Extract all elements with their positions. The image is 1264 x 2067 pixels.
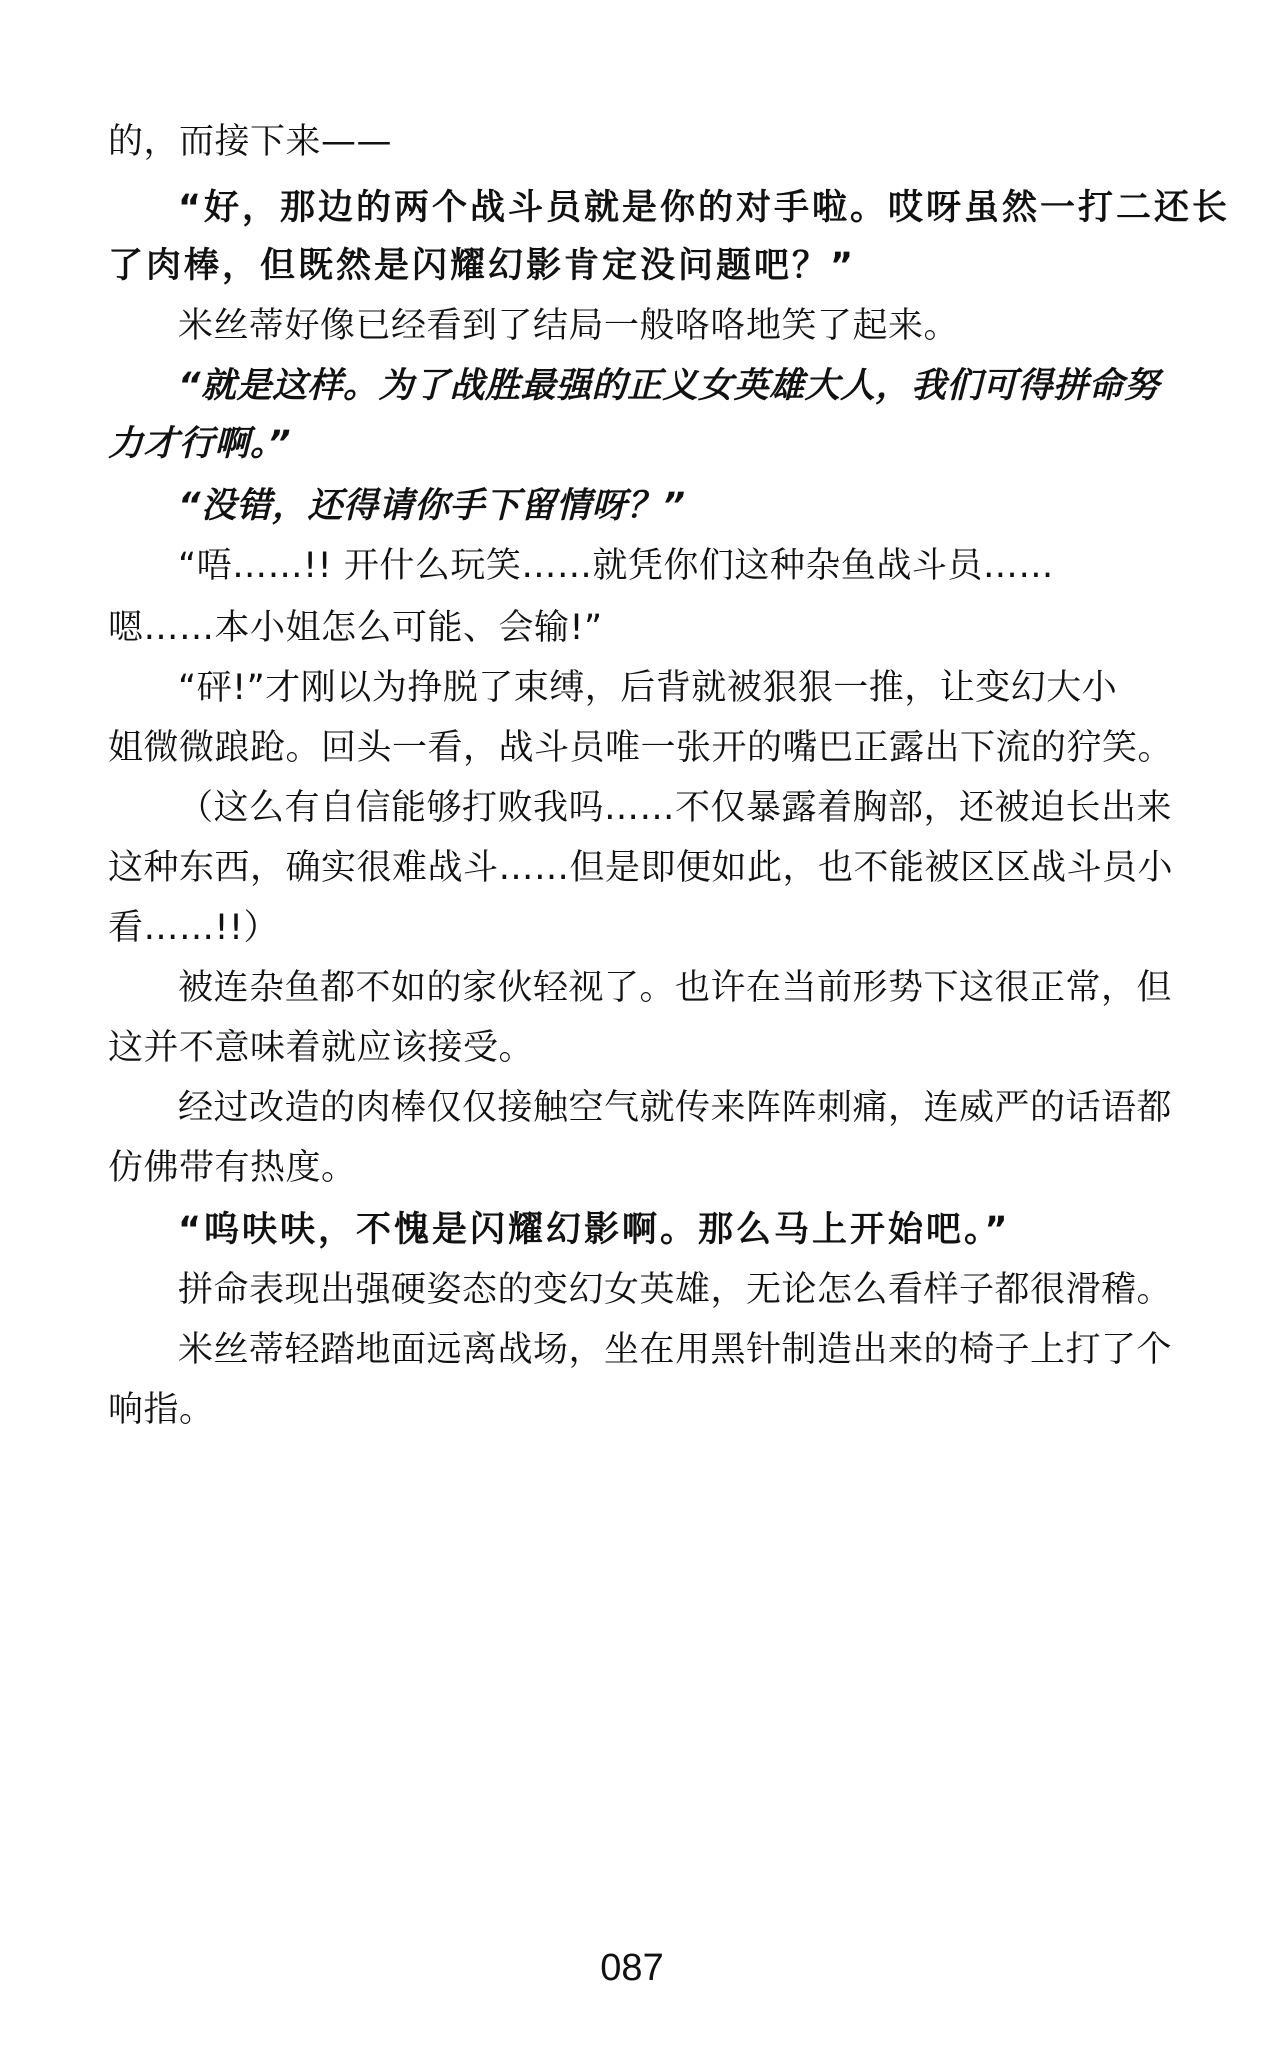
text-line: 看……!!） — [108, 908, 280, 948]
text-line: 这并不意味着就应该接受。 — [108, 1028, 535, 1068]
dialogue-line: “好，那边的两个战斗员就是你的对手啦。哎呀虽然一打二还长 — [178, 188, 1231, 228]
text-line: 被连杂鱼都不如的家伙轻视了。也许在当前形势下这很正常，但 — [178, 968, 1173, 1008]
text-line: “砰!”才刚以为挣脱了束缚，后背就被狠狠一推，让变幻大小 — [178, 668, 1118, 708]
text-line: 仿佛带有热度。 — [108, 1148, 357, 1188]
text-line: （这么有自信能够打败我吗……不仅暴露着胸部，还被迫长出来 — [178, 788, 1173, 828]
dialogue-line: 力才行啊。” — [108, 424, 292, 464]
text-line: 米丝蒂好像已经看到了结局一般咯咯地笑了起来。 — [178, 306, 960, 346]
text-line: 拼命表现出强硬姿态的变幻女英雄，无论怎么看样子都很滑稽。 — [178, 1270, 1173, 1310]
text-line: 响指。 — [108, 1390, 215, 1430]
dialogue-line: 了肉棒，但既然是闪耀幻影肯定没问题吧？” — [108, 246, 857, 286]
text-line: “唔……!! 开什么玩笑……就凭你们这种杂鱼战斗员…… — [178, 546, 1054, 586]
dialogue-line: “没错，还得请你手下留情呀？” — [178, 486, 686, 526]
dialogue-line: “呜呋呋，不愧是闪耀幻影啊。那么马上开始吧。” — [178, 1210, 1011, 1250]
text-line: 米丝蒂轻踏地面远离战场，坐在用黑针制造出来的椅子上打了个 — [178, 1330, 1173, 1370]
text-line: 的，而接下来—— — [108, 122, 393, 162]
page-number: 087 — [600, 1947, 664, 1989]
text-line: 姐微微踉跄。回头一看，战斗员唯一张开的嘴巴正露出下流的狞笑。 — [108, 728, 1174, 768]
text-line: 经过改造的肉棒仅仅接触空气就传来阵阵刺痛，连威严的话语都 — [178, 1088, 1173, 1128]
text-line: 这种东西，确实很难战斗……但是即便如此，也不能被区区战斗员小 — [108, 848, 1174, 888]
text-line: 嗯……本小姐怎么可能、会输!” — [108, 608, 603, 648]
dialogue-line: “就是这样。为了战胜最强的正义女英雄大人，我们可得拼命努 — [178, 366, 1160, 406]
